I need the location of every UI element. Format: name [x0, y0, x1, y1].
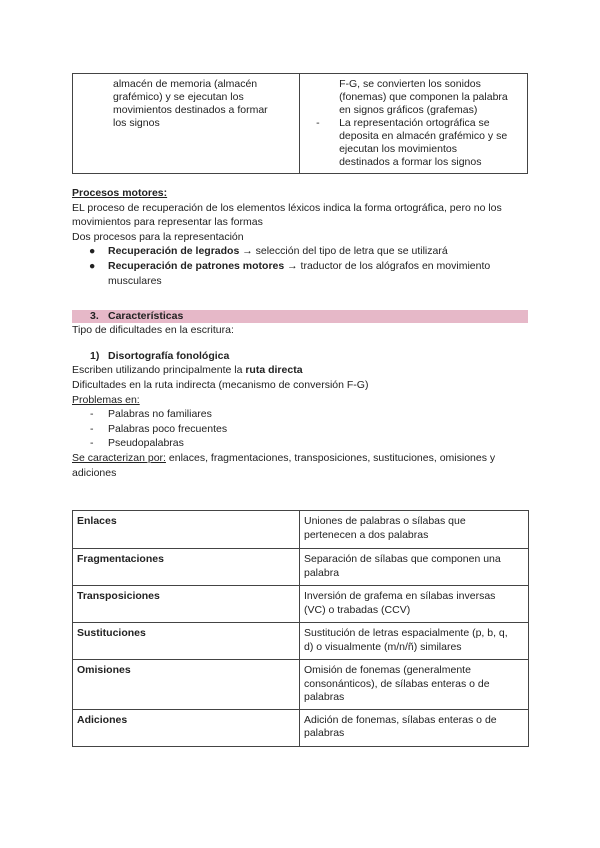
table-cell-term: Transposiciones [73, 586, 300, 623]
list-item-text: Pseudopalabras [108, 437, 184, 450]
table-cell-term: Adiciones [73, 709, 300, 746]
list-item-text: Palabras poco frecuentes [108, 422, 228, 435]
text-line: ejecutan los movimientos [339, 143, 457, 155]
table-cell-desc: Adición de fonemas, sílabas enteras o de palabras [300, 709, 529, 746]
table-cell-term: Sustituciones [73, 623, 300, 660]
subsection-title: Disortografía fonológica [108, 349, 230, 362]
top-table-right-cell [300, 74, 527, 173]
section-title: Características [108, 310, 184, 323]
list-item [72, 422, 528, 437]
problemas-heading: Problemas en: [72, 393, 140, 406]
section-heading-caracteristicas [72, 310, 528, 323]
bullet-item [72, 244, 528, 259]
procesos-motores-heading: Procesos motores: [72, 187, 168, 199]
paragraph-line: EL proceso de recuperación de los elementos léxicos indica la forma ortográfica, pero no los [72, 201, 502, 214]
table-row [73, 623, 529, 660]
table-cell-term: Enlaces [73, 511, 300, 549]
bold-term: ruta directa [245, 364, 303, 377]
top-table-left-cell [73, 74, 300, 173]
dash-marker: - [316, 117, 320, 129]
text-line: La representación ortográfica se [339, 117, 490, 129]
dash-marker: - [90, 408, 94, 421]
errors-table [72, 510, 529, 747]
text-line: grafémico) y se ejecutan los [113, 91, 244, 103]
text-line: almacén de memoria (almacén [113, 78, 258, 90]
paragraph-line: Dificultades en la ruta indirecta (mecanismo de conversión F-G) [72, 378, 369, 391]
text-line: deposita en almacén grafémico y se [339, 130, 508, 142]
paragraph-line: movimientos para representar las formas [72, 216, 263, 229]
table-row [73, 549, 529, 586]
bullet-text: → traductor de los alógrafos en movimiento [284, 259, 491, 272]
dash-marker: - [90, 437, 94, 450]
table-row [73, 709, 529, 746]
underlined-label: Se caracterizan por: [72, 451, 166, 464]
text-line: movimientos destinados a formar [113, 104, 268, 116]
table-cell-term: Omisiones [73, 660, 300, 710]
text-line: destinados a formar los signos [339, 156, 482, 168]
bullet-item [72, 259, 528, 274]
table-row [73, 511, 529, 549]
bullet-text: → selección del tipo de letra que se utilizará [239, 245, 448, 258]
bullet-bold-term: Recuperación de legrados [108, 245, 240, 258]
dash-list-item [316, 117, 517, 130]
list-item-text: Palabras no familiares [108, 408, 212, 421]
table-row [73, 660, 529, 710]
paragraph-line: Tipo de dificultades en la escritura: [72, 324, 234, 337]
subsection-heading [72, 349, 528, 364]
paragraph-line: Escriben utilizando principalmente la ruta directa [72, 364, 303, 377]
paragraph-line: Dos procesos para la representación [72, 230, 244, 243]
bullet-continuation [72, 274, 528, 289]
bullet-text: musculares [108, 274, 162, 287]
table-cell-desc: Separación de sílabas que componen una palabra [300, 549, 529, 586]
paragraph-line: adiciones [72, 466, 117, 479]
table-cell-desc: Uniones de palabras o sílabas que pertenecen a dos palabras [300, 511, 529, 549]
subsection-number: 1) [90, 349, 100, 362]
top-table [72, 73, 528, 174]
bullet-marker: ● [89, 259, 96, 272]
bullet-bold-term: Recuperación de patrones motores [108, 259, 285, 272]
paragraph-line: Se caracterizan por: enlaces, fragmentaciones, transposiciones, sustituciones, omisiones y [72, 451, 496, 464]
text-line: en signos gráficos (grafemas) [339, 104, 478, 116]
bullet-marker: ● [89, 245, 96, 258]
list-item [72, 407, 528, 422]
table-cell-term: Fragmentaciones [73, 549, 300, 586]
text-line: (fonemas) que componen la palabra [339, 91, 508, 103]
table-cell-desc: Sustitución de letras espacialmente (p, b, q, d) o visualmente (m/n/ñ) similares [300, 623, 529, 660]
table-row [73, 586, 529, 623]
table-cell-desc: Inversión de grafema en sílabas inversas (VC) o trabadas (CCV) [300, 586, 529, 623]
section-number: 3. [90, 310, 99, 323]
table-cell-desc: Omisión de fonemas (generalmente consonánticos), de sílabas enteras o de palabras [300, 660, 529, 710]
text-line: F-G, se convierten los sonidos [339, 78, 481, 90]
list-item [72, 436, 528, 451]
dash-marker: - [90, 422, 94, 435]
text-line: los signos [113, 117, 160, 129]
document-body [72, 186, 528, 480]
